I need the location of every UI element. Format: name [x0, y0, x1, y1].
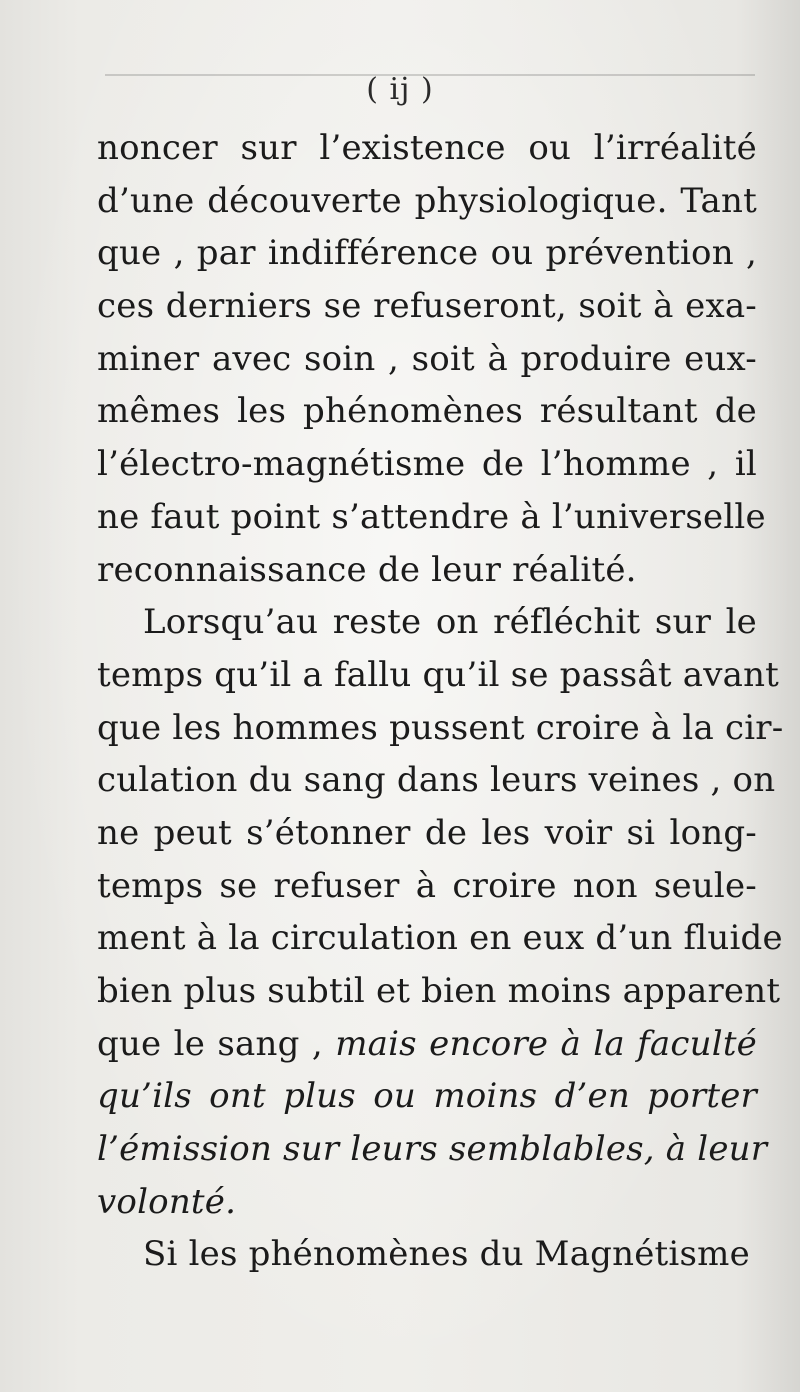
text-line: que les hommes pussent croire à la cir- — [97, 707, 784, 748]
text-line: culation du sang dans leurs veines , on — [97, 760, 776, 801]
text-line: ne peut s’étonner de les voir si long- — [97, 812, 757, 853]
text-line: temps se refuser à croire non seule- — [97, 865, 757, 906]
text-line: Lorsqu’au reste on réfléchit sur le — [143, 602, 757, 643]
text-line: d’une découverte physiologique. Tant — [97, 180, 757, 221]
roman-text: que le sang , — [97, 1023, 336, 1064]
mixed-text-line — [97, 1018, 757, 1071]
text-line: Si les phénomènes du Magnétisme — [143, 1234, 750, 1275]
text-line: noncer sur l’existence ou l’irréalité — [97, 128, 757, 168]
text-line: reconnaissance de leur réalité. — [97, 549, 637, 590]
text-line: mêmes les phénomènes résultant de — [97, 391, 757, 432]
text-line: temps qu’il a fallu qu’il se passât avant — [97, 654, 780, 695]
italic-text-line: volonté. — [97, 1181, 237, 1222]
text-line: miner avec soin , soit à produire eux- — [97, 338, 757, 379]
text-line: que , par indifférence ou prévention , — [97, 233, 757, 274]
text-line: l’électro-magnétisme de l’homme , il — [97, 444, 757, 485]
text-line: bien plus subtil et bien moins apparent — [97, 971, 781, 1011]
text-line: ne faut point s’attendre à l’universelle — [97, 496, 766, 537]
page-number: ( ij ) — [366, 72, 434, 107]
text-line: ces derniers se refuseront, soit à exa- — [97, 286, 757, 327]
italic-text: mais encore à la faculté — [335, 1023, 758, 1064]
body-text — [97, 122, 784, 1281]
italic-text-line: qu’ils ont plus ou moins d’en porter — [97, 1076, 757, 1117]
text-line: ment à la circulation en eux d’un fluide — [97, 918, 783, 959]
italic-text-line: l’émission sur leurs semblables, à leur — [97, 1129, 768, 1170]
